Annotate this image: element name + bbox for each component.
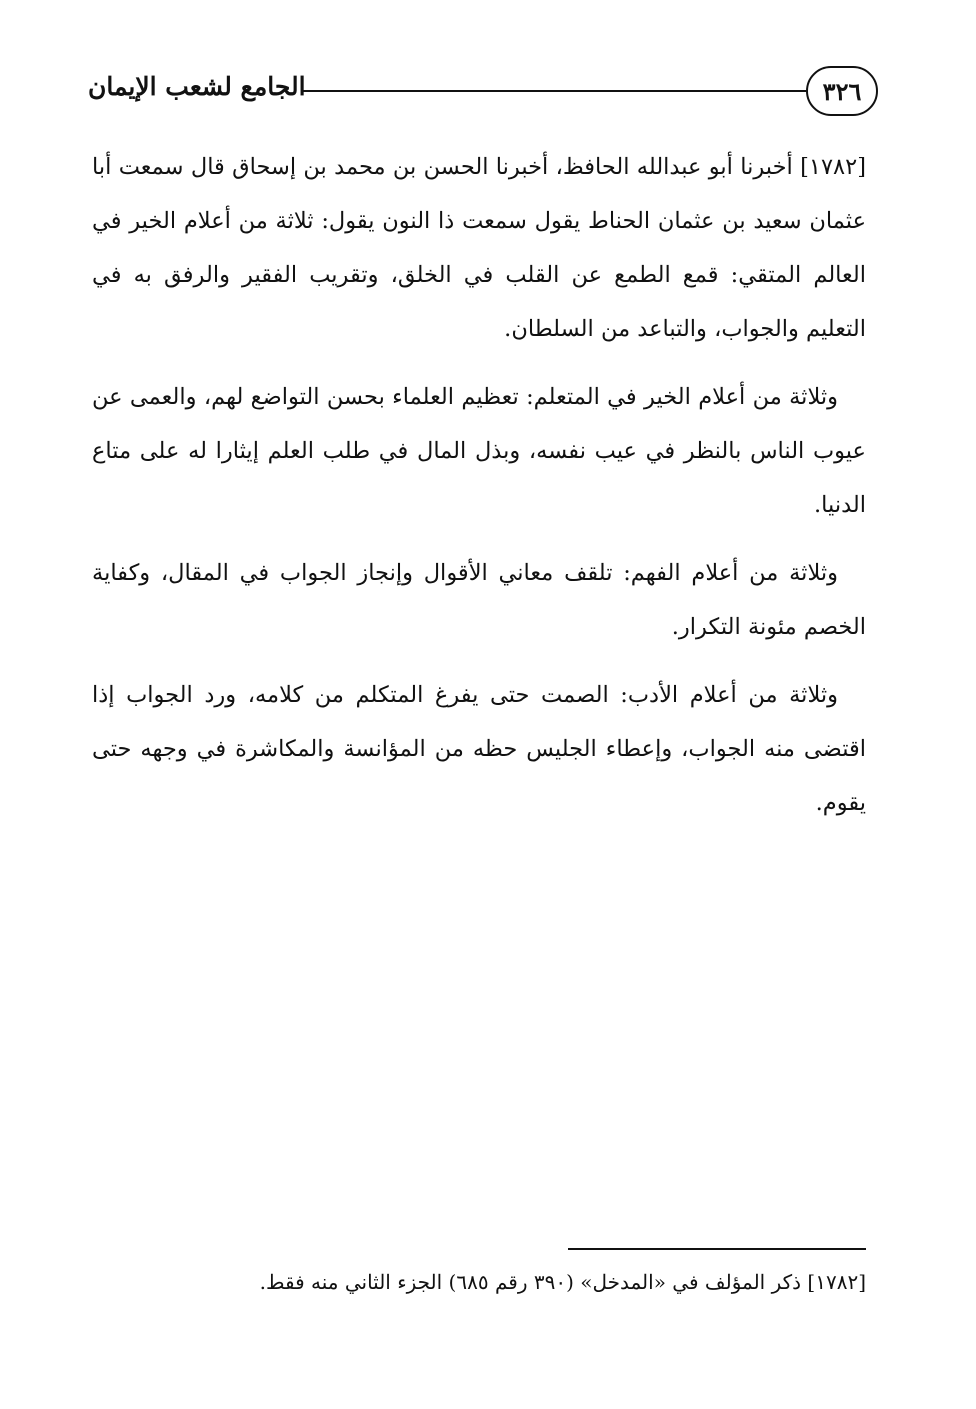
book-title: الجامع لشعب الإيمان [88,72,306,101]
paragraph-learner-signs: وثلاثة من أعلام الخير في المتعلم: تعظيم العلماء بحسن التواضع لهم، والعمى عن عيوب الناس بالنظر في عيب نفسه، وبذل المال في طلب العلم إيثارا له على متاع الدنيا. [92,384,866,518]
paragraph-understanding-signs: وثلاثة من أعلام الفهم: تلقف معاني الأقوال وإنجاز الجواب في المقال، وكفاية الخصم مئونة التكرار. [92,560,866,640]
footnote-rule [568,1248,866,1250]
footnote: [١٧٨٢] ذكر المؤلف في «المدخل» (٣٩٠ رقم ٦٨٥) الجزء الثاني منه فقط. [259,1270,866,1294]
paragraph-manners-signs: وثلاثة من أعلام الأدب: الصمت حتى يفرغ المتكلم من كلامه، ورد الجواب إذا اقتضى منه الجواب، وإعطاء الجليس حظه من المؤانسة والمكاشرة في وجهه حتى يقوم. [92,682,866,816]
page-header [88,66,878,126]
paragraph-hadith-1782: [١٧٨٢] أخبرنا أبو عبدالله الحافظ، أخبرنا الحسن بن محمد بن إسحاق قال سمعت أبا عثمان سعيد بن عثمان الحناط يقول سمعت ذا النون يقول: ثلاثة من أعلام الخير في العالم المتقي: قمع الطمع عن القلب في الخلق، وتقريب الفقير والرفق به في التعليم والجواب، والتباعد من السلطان. [92,154,866,342]
header-rule [302,90,806,92]
main-text [92,140,866,844]
page-number: ٣٢٦ [806,66,878,116]
